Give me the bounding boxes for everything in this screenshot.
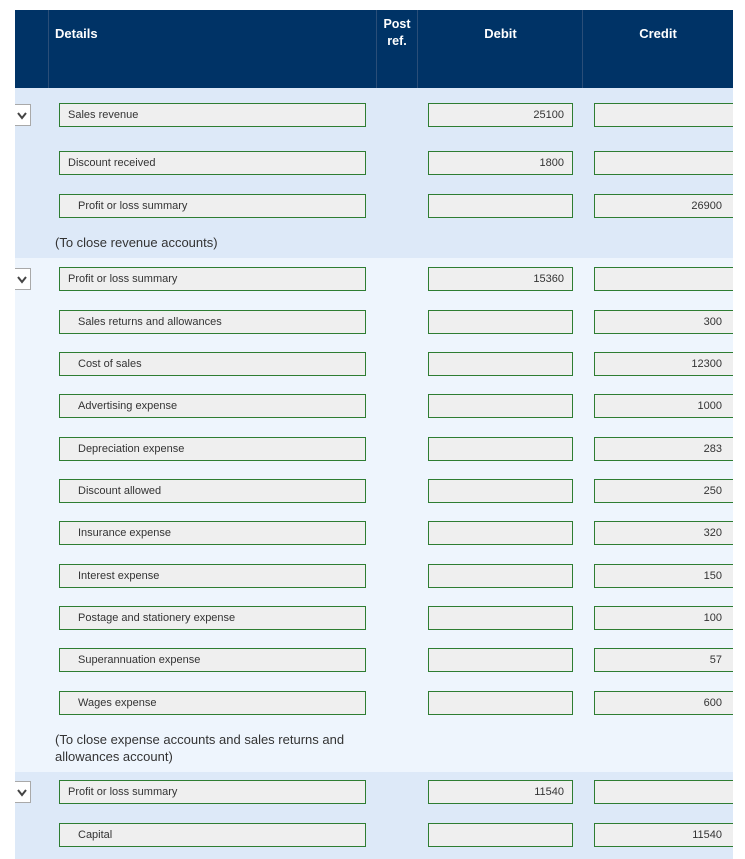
credit-field[interactable]: 300 bbox=[594, 310, 733, 334]
header-credit: Credit bbox=[639, 26, 677, 41]
chevron-down-icon bbox=[16, 275, 28, 285]
debit-field[interactable] bbox=[428, 479, 573, 503]
header-details: Details bbox=[55, 26, 98, 41]
header-post-ref-line1: Post bbox=[383, 17, 411, 31]
chevron-down-icon bbox=[16, 788, 28, 798]
account-field[interactable]: Profit or loss summary bbox=[59, 267, 366, 291]
account-field[interactable]: Wages expense bbox=[59, 691, 366, 715]
credit-field[interactable]: 11540 bbox=[594, 823, 733, 847]
account-field[interactable]: Cost of sales bbox=[59, 352, 366, 376]
debit-field[interactable] bbox=[428, 437, 573, 461]
debit-field[interactable]: 1800 bbox=[428, 151, 573, 175]
chevron-down-icon bbox=[16, 111, 28, 121]
credit-field[interactable]: 26900 bbox=[594, 194, 733, 218]
debit-field[interactable] bbox=[428, 394, 573, 418]
entry-narration: (To close revenue accounts) bbox=[55, 235, 218, 250]
credit-field[interactable] bbox=[594, 267, 733, 291]
credit-field[interactable]: 250 bbox=[594, 479, 733, 503]
account-field[interactable]: Interest expense bbox=[59, 564, 366, 588]
credit-field[interactable]: 100 bbox=[594, 606, 733, 630]
credit-field[interactable]: 600 bbox=[594, 691, 733, 715]
account-field[interactable]: Profit or loss summary bbox=[59, 780, 366, 804]
account-field[interactable]: Sales revenue bbox=[59, 103, 366, 127]
credit-field[interactable] bbox=[594, 151, 733, 175]
date-select[interactable] bbox=[15, 268, 31, 290]
entry-narration: (To close expense accounts and sales returns and allowances account) bbox=[55, 732, 345, 764]
debit-field[interactable] bbox=[428, 194, 573, 218]
debit-field[interactable] bbox=[428, 352, 573, 376]
credit-field[interactable]: 150 bbox=[594, 564, 733, 588]
account-field[interactable]: Superannuation expense bbox=[59, 648, 366, 672]
credit-field[interactable]: 57 bbox=[594, 648, 733, 672]
debit-field[interactable] bbox=[428, 564, 573, 588]
account-field[interactable]: Advertising expense bbox=[59, 394, 366, 418]
debit-field[interactable] bbox=[428, 691, 573, 715]
table-header bbox=[15, 10, 733, 88]
date-select[interactable] bbox=[15, 781, 31, 803]
debit-field[interactable] bbox=[428, 310, 573, 334]
journal-entry-2 bbox=[15, 258, 733, 772]
debit-field[interactable]: 11540 bbox=[428, 780, 573, 804]
credit-field[interactable]: 320 bbox=[594, 521, 733, 545]
account-field[interactable]: Discount received bbox=[59, 151, 366, 175]
account-field[interactable]: Sales returns and allowances bbox=[59, 310, 366, 334]
debit-field[interactable]: 15360 bbox=[428, 267, 573, 291]
credit-field[interactable] bbox=[594, 780, 733, 804]
account-field[interactable]: Discount allowed bbox=[59, 479, 366, 503]
account-field[interactable]: Insurance expense bbox=[59, 521, 366, 545]
header-post-ref-line2: ref. bbox=[387, 34, 407, 48]
account-field[interactable]: Postage and stationery expense bbox=[59, 606, 366, 630]
date-select[interactable] bbox=[15, 104, 31, 126]
debit-field[interactable] bbox=[428, 648, 573, 672]
credit-field[interactable]: 12300 bbox=[594, 352, 733, 376]
journal-entry-1 bbox=[15, 88, 733, 258]
debit-field[interactable] bbox=[428, 823, 573, 847]
debit-field[interactable]: 25100 bbox=[428, 103, 573, 127]
account-field[interactable]: Profit or loss summary bbox=[59, 194, 366, 218]
account-field[interactable]: Capital bbox=[59, 823, 366, 847]
header-debit: Debit bbox=[484, 26, 517, 41]
debit-field[interactable] bbox=[428, 521, 573, 545]
credit-field[interactable] bbox=[594, 103, 733, 127]
credit-field[interactable]: 1000 bbox=[594, 394, 733, 418]
journal-entry-3 bbox=[15, 772, 733, 859]
journal-table bbox=[15, 10, 733, 859]
header-post-ref bbox=[377, 16, 417, 94]
account-field[interactable]: Depreciation expense bbox=[59, 437, 366, 461]
credit-field[interactable]: 283 bbox=[594, 437, 733, 461]
debit-field[interactable] bbox=[428, 606, 573, 630]
